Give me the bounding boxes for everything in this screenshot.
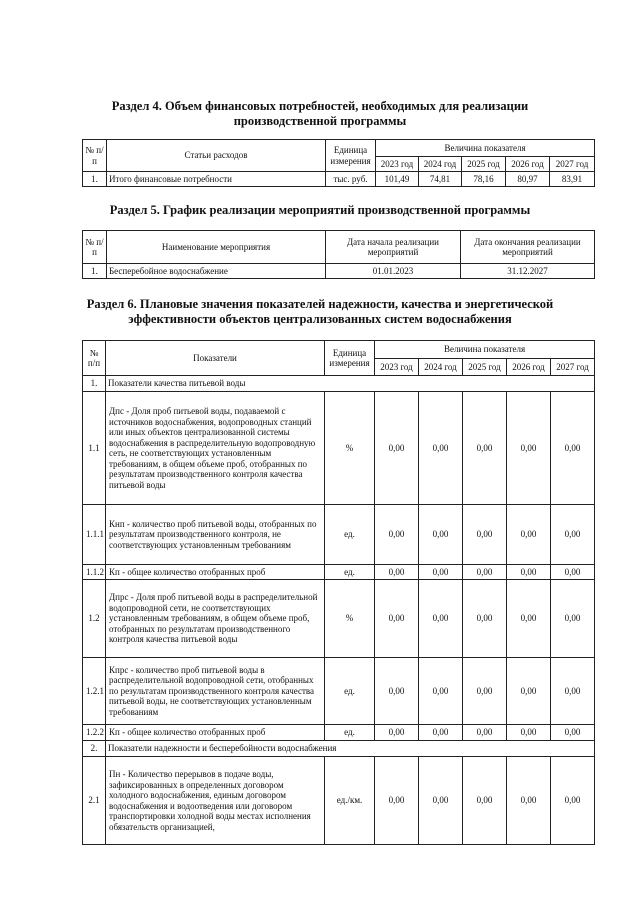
header-year: 2024 год	[419, 359, 463, 376]
schedule-table	[82, 230, 595, 279]
section4-title-line1: Раздел 4. Объем финансовых потребностей, необходимых для реализации	[111, 99, 529, 113]
table-row	[83, 565, 595, 580]
row-value: 83,91	[550, 172, 595, 187]
row-value: 0,00	[463, 725, 507, 741]
row-value: 80,97	[506, 172, 550, 187]
row-num: 1.1	[83, 392, 106, 505]
row-value: 0,00	[375, 505, 419, 565]
row-unit: ед.	[325, 565, 375, 580]
row-value: 0,00	[463, 580, 507, 658]
row-num: 2.	[83, 741, 106, 757]
row-value: 0,00	[375, 725, 419, 741]
row-value: 0,00	[463, 658, 507, 725]
header-unit: Единица измерения	[326, 140, 376, 172]
row-value: 0,00	[463, 757, 507, 845]
row-num: 1.	[83, 264, 107, 279]
header-num: № п/п	[83, 231, 107, 264]
row-unit: ед.	[325, 725, 375, 741]
row-num: 1.2.1	[83, 658, 106, 725]
row-indicator: Дпрс - Доля проб питьевой воды в распределительной водопроводной сети, не соответствующих установленным требованиям, в общем объеме проб, отобранных по результатам производственного контроля качества питьевой воды	[106, 580, 325, 658]
row-unit: ед./км.	[325, 757, 375, 845]
row-value: 0,00	[551, 505, 595, 565]
row-value: 0,00	[419, 725, 463, 741]
row-num: 1.1.1	[83, 505, 106, 565]
header-year: 2026 год	[506, 157, 550, 172]
header-indicator: Показатели	[106, 341, 325, 376]
header-value: Величина показателя	[375, 341, 595, 359]
table-row	[83, 580, 595, 658]
header-year: 2024 год	[419, 157, 462, 172]
header-num: № п/п	[83, 341, 106, 376]
row-num: 2.1	[83, 757, 106, 845]
row-indicator: Кп - общее количество отобранных проб	[106, 725, 325, 741]
row-value: 0,00	[507, 580, 551, 658]
row-value: 0,00	[463, 505, 507, 565]
row-value: 0,00	[375, 658, 419, 725]
row-value: 0,00	[375, 392, 419, 505]
header-start-date: Дата начала реализации мероприятий	[326, 231, 461, 264]
row-group-title: Показатели надежности и бесперебойности водоснабжения	[106, 741, 595, 757]
row-indicator: Пн - Количество перерывов в подаче воды, зафиксированных в определенных договором холодного водоснабжения, единым договором водоснабжения и водоотведения или договором транспортировки холодной воды местах исполнения обязательств организацией,	[106, 757, 325, 845]
row-value: 0,00	[507, 757, 551, 845]
row-value: 74,81	[419, 172, 462, 187]
row-value: 101,49	[376, 172, 419, 187]
row-unit: %	[325, 580, 375, 658]
indicators-table	[82, 340, 595, 845]
header-year: 2027 год	[550, 157, 595, 172]
row-value: 0,00	[551, 565, 595, 580]
row-indicator: Кнп - количество проб питьевой воды, отобранных по результатам производственного контроля, не соответствующих установленным требованиям	[106, 505, 325, 565]
row-value: 0,00	[419, 505, 463, 565]
row-value: 0,00	[507, 392, 551, 505]
section6-title-line1: Раздел 6. Плановые значения показателей надежности, качества и энергетической	[86, 297, 554, 311]
row-value: 0,00	[507, 725, 551, 741]
section5-title: Раздел 5. График реализации мероприятий производственной программы	[109, 203, 531, 217]
row-value: 0,00	[419, 658, 463, 725]
row-activity: Бесперебойное водоснабжение	[107, 264, 326, 279]
table-row	[83, 264, 595, 279]
table-row	[83, 757, 595, 845]
table-row	[83, 725, 595, 741]
table-row	[83, 505, 595, 565]
row-num: 1.	[83, 172, 107, 187]
row-value: 0,00	[419, 580, 463, 658]
header-num: № п/п	[83, 140, 107, 172]
header-expense-item: Статьи расходов	[107, 140, 326, 172]
row-value: 0,00	[419, 565, 463, 580]
header-value: Величина показателя	[376, 140, 595, 157]
row-num: 1.2	[83, 580, 106, 658]
row-value: 0,00	[551, 757, 595, 845]
row-value: 0,00	[375, 757, 419, 845]
row-value: 0,00	[419, 392, 463, 505]
table-row	[83, 172, 595, 187]
header-year: 2023 год	[376, 157, 419, 172]
row-group-title: Показатели качества питьевой воды	[106, 376, 595, 392]
table-row	[83, 658, 595, 725]
row-value: 0,00	[375, 565, 419, 580]
row-value: 0,00	[375, 580, 419, 658]
header-year: 2025 год	[462, 157, 506, 172]
header-year: 2027 год	[551, 359, 595, 376]
row-unit: ед.	[325, 505, 375, 565]
header-year: 2025 год	[463, 359, 507, 376]
header-activity-name: Наименование мероприятия	[107, 231, 326, 264]
row-item: Итого финансовые потребности	[107, 172, 326, 187]
row-value: 0,00	[507, 565, 551, 580]
row-indicator: Кп - общее количество отобранных проб	[106, 565, 325, 580]
header-unit: Единица измерения	[325, 341, 375, 376]
row-value: 0,00	[463, 392, 507, 505]
row-indicator: Кпрс - количество проб питьевой воды в распределительной водопроводной сети, отобранных по результатам производственного контроля качества питьевой воды, не соответствующих установленным требованиям	[106, 658, 325, 725]
row-end-date: 31.12.2027	[461, 264, 595, 279]
row-value: 0,00	[551, 392, 595, 505]
section4-title-line2: производственной программы	[233, 114, 407, 128]
row-num: 1.1.2	[83, 565, 106, 580]
row-unit: ед.	[325, 658, 375, 725]
row-value: 0,00	[463, 565, 507, 580]
row-value: 0,00	[551, 580, 595, 658]
table-row-group	[83, 376, 595, 392]
row-indicator: Дпс - Доля проб питьевой воды, подаваемой с источников водоснабжения, водопроводных станций или иных объектов централизованной системы водоснабжения в распределительную водопроводную сеть, не соответствующих установленным требованиям, в общем объеме проб, отобранных по результатам производственного контроля качества питьевой воды	[106, 392, 325, 505]
row-value: 78,16	[462, 172, 506, 187]
financial-needs-table	[82, 139, 595, 187]
header-year: 2026 год	[507, 359, 551, 376]
row-unit: тыс. руб.	[326, 172, 376, 187]
row-num: 1.2.2	[83, 725, 106, 741]
table-row	[83, 392, 595, 505]
section6-title-line2: эффективности объектов централизованных систем водоснабжения	[128, 312, 512, 326]
row-value: 0,00	[507, 505, 551, 565]
row-num: 1.	[83, 376, 106, 392]
header-end-date: Дата окончания реализации мероприятий	[461, 231, 595, 264]
row-value: 0,00	[419, 757, 463, 845]
row-start-date: 01.01.2023	[326, 264, 461, 279]
header-year: 2023 год	[375, 359, 419, 376]
row-value: 0,00	[551, 658, 595, 725]
table-row-group	[83, 741, 595, 757]
row-value: 0,00	[507, 658, 551, 725]
row-value: 0,00	[551, 725, 595, 741]
row-unit: %	[325, 392, 375, 505]
